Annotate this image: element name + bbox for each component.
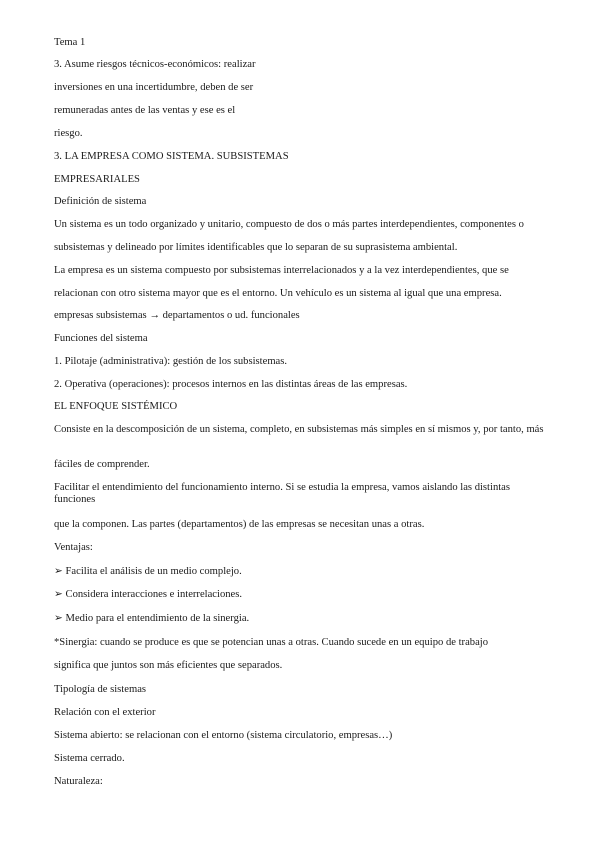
doc-line-26: *Sinergia: cuando se produce es que se potencian unas a otras. Cuando sucede en un equipo de trabajo xyxy=(54,637,489,648)
doc-line-5: riesgo. xyxy=(54,128,83,139)
doc-line-16: 2. Operativa (operaciones): procesos internos en las distintas áreas de las empresas. xyxy=(54,379,408,390)
section-heading-empresa-sistema-cont: EMPRESARIALES xyxy=(54,174,140,185)
doc-line-4: remuneradas antes de las ventas y ese es el xyxy=(54,105,236,116)
subheading-relacion: Relación con el exterior xyxy=(54,707,156,718)
subheading-naturaleza: Naturaleza: xyxy=(54,776,103,787)
subheading-tipologia: Tipología de sistemas xyxy=(54,684,147,695)
doc-line-3: inversiones en una incertidumbre, deben de ser xyxy=(54,82,254,93)
subheading-funciones: Funciones del sistema xyxy=(54,333,148,344)
doc-line-15: 1. Pilotaje (administrativa): gestión de los subsistemas. xyxy=(54,356,288,367)
subheading-definicion: Definición de sistema xyxy=(54,196,147,207)
subheading-ventajas: Ventajas: xyxy=(54,542,93,553)
doc-line-19: fáciles de comprender. xyxy=(54,459,150,470)
bullet-item-3: ➢ Medio para el entendimiento de la sinergia. xyxy=(54,613,250,624)
doc-line-30: Sistema abierto: se relacionan con el entorno (sistema circulatorio, empresas…) xyxy=(54,730,393,741)
bullet-item-2: ➢ Considera interacciones e interrelaciones. xyxy=(54,589,243,600)
doc-line-13: empresas subsistemas → departamentos o ud. funcionales xyxy=(54,310,300,321)
doc-line-20: Facilitar el entendimiento del funcionamiento interno. Si se estudia la empresa, vamos aislando las distintas funciones xyxy=(54,482,511,505)
doc-line-27: significa que juntos son más eficientes que separados. xyxy=(54,660,283,671)
doc-line-21: que la componen. Las partes (departamentos) de las empresas se necesitan unas a otras. xyxy=(54,519,425,530)
doc-line-11: La empresa es un sistema compuesto por subsistemas interrelacionados y a la vez interdependientes, que se xyxy=(54,265,509,276)
doc-line-12: relacionan con otro sistema mayor que es el entorno. Un vehículo es un sistema al igual que una empresa. xyxy=(54,288,502,299)
doc-line-9: Un sistema es un todo organizado y unitario, compuesto de dos o más partes interdependientes, componentes o xyxy=(54,219,524,230)
doc-line-18: Consiste en la descomposición de un sistema, completo, en subsistemas más simples en sí mismos y, por tanto, más xyxy=(54,424,544,435)
section-heading-empresa-sistema: 3. LA EMPRESA COMO SISTEMA. SUBSISTEMAS xyxy=(54,151,289,162)
doc-line-2: 3. Asume riesgos técnicos-económicos: realizar xyxy=(54,59,256,70)
doc-line-31: Sistema cerrado. xyxy=(54,753,125,764)
doc-line-10: subsistemas y delineado por límites identificables que lo separan de su suprasistema ambiental. xyxy=(54,242,458,253)
bullet-item-1: ➢ Facilita el análisis de un medio complejo. xyxy=(54,566,242,577)
doc-line-1: Tema 1 xyxy=(54,37,86,48)
section-heading-enfoque: EL ENFOQUE SISTÉMICO xyxy=(54,401,178,412)
